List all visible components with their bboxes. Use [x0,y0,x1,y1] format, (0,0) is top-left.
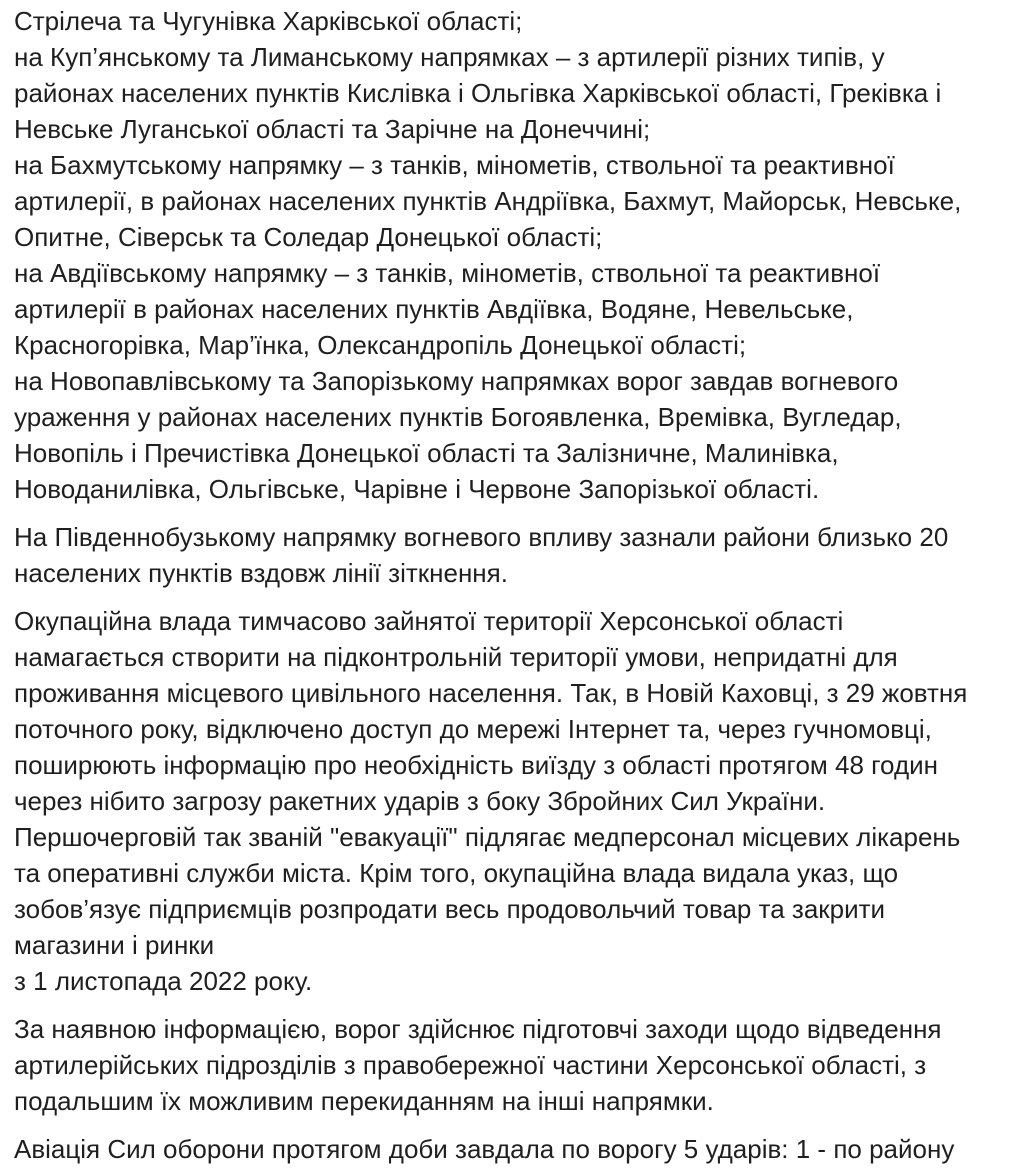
text-line: на Бахмутському напрямку – з танків, мінометів, ствольної та реактивної [14,150,895,180]
text-line: артилерії, в районах населених пунктів Андріївка, Бахмут, Майорськ, Невське, [14,186,962,216]
text-line: На Південнобузькому напрямку вогневого впливу зазнали райони близько 20 [14,522,949,552]
text-line: намагається створити на підконтрольній території умови, непридатні для [14,642,898,672]
text-line: проживання місцевого цивільного населення. Так, в Новій Каховці, з 29 жовтня [14,678,968,708]
text-line: За наявною інформацією, ворог здійснює підготовчі заходи щодо відведення [14,1014,942,1044]
text-line: магазини і ринки [14,930,215,960]
text-line: Опитне, Сіверськ та Соледар Донецької області; [14,222,603,252]
text-line: на Новопавлівському та Запорізькому напрямках ворог завдав вогневого [14,366,899,396]
text-line: Першочерговій так званій "евакуації" підлягає медперсонал місцевих лікарень [14,822,961,852]
text-line: Авіація Сил оборони протягом доби завдала по ворогу 5 ударів: 1 - по району [14,1134,955,1164]
paragraph-kherson-occupation [14,603,1018,999]
paragraph-shelling-directions [14,3,1018,507]
text-line: через нібито загрозу ракетних ударів з боку Збройних Сил України. [14,786,826,816]
text-line: поширюють інформацію про необхідність виїзду з області протягом 48 годин [14,750,939,780]
text-line: Стрілеча та Чугунівка Харківської області; [14,6,523,36]
text-line: артилерії в районах населених пунктів Авдіївка, Водяне, Невельське, [14,294,854,324]
text-line: населених пунктів вздовж лінії зіткнення. [14,558,508,588]
text-line: артилерійських підрозділів з правобережної частини Херсонської області, з [14,1050,927,1080]
paragraph-aviation-strikes [14,1131,1018,1167]
text-line: Окупаційна влада тимчасово зайнятої території Херсонської області [14,606,844,636]
text-line: з 1 листопада 2022 року. [14,966,313,996]
paragraph-artillery-withdrawal [14,1011,1018,1119]
text-line: зобов’язує підприємців розпродати весь продовольчий товар та закрити [14,894,886,924]
text-line: подальшим їх можливим перекиданням на інші напрямки. [14,1086,714,1116]
paragraph-pivdennobuzkyi [14,519,1018,591]
text-line: Новоданилівка, Ольгівське, Чарівне і Червоне Запорізької області. [14,474,820,504]
text-line: Невське Луганської області та Зарічне на Донеччині; [14,114,651,144]
text-line: районах населених пунктів Кислівка і Ольгівка Харківської області, Греківка і [14,78,942,108]
text-line: та оперативні служби міста. Крім того, окупаційна влада видала указ, що [14,858,899,888]
text-line: Новопіль і Пречистівка Донецької області та Залізничне, Малинівка, [14,438,839,468]
text-line: Красногорівка, Мар’їнка, Олександропіль Донецької області; [14,330,747,360]
text-line: поточного року, відключено доступ до мережі Інтернет та, через гучномовці, [14,714,932,744]
text-line: ураження у районах населених пунктів Богоявленка, Времівка, Вугледар, [14,402,902,432]
text-line: на Куп’янському та Лиманському напрямках – з артилерії різних типів, у [14,42,885,72]
text-line: на Авдіївському напрямку – з танків, мінометів, ствольної та реактивної [14,258,881,288]
